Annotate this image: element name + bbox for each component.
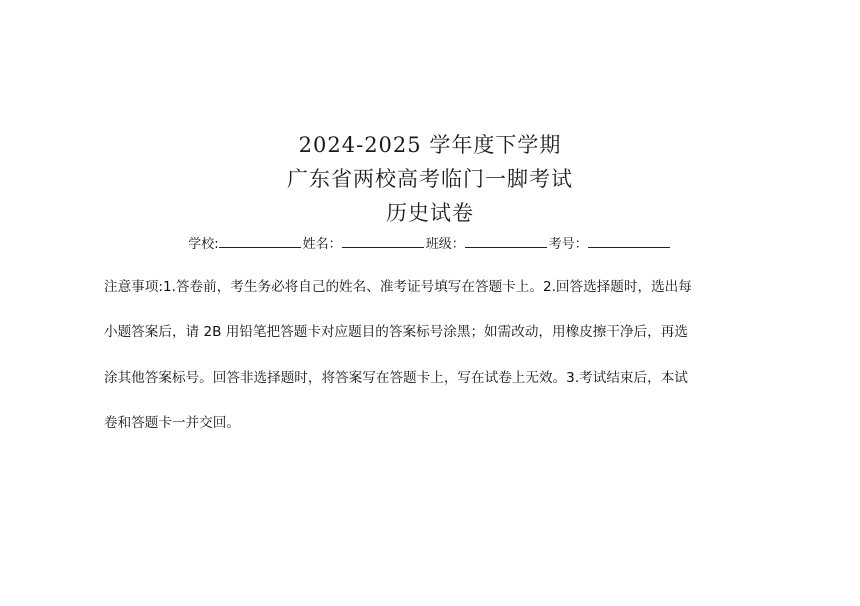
name-blank bbox=[342, 233, 424, 248]
notice-line: 小题答案后，请 2B 用铅笔把答题卡对应题目的答案标号涂黑；如需改动，用橡皮擦干净后，再选 bbox=[104, 324, 688, 341]
school-blank bbox=[219, 233, 301, 248]
school-label: 学校: bbox=[188, 237, 219, 252]
title-line-exam-name: 广东省两校高考临门一脚考试 bbox=[287, 167, 573, 191]
title-line-subject: 历史试卷 bbox=[386, 201, 474, 225]
class-blank bbox=[465, 233, 547, 248]
name-label: 姓名： bbox=[302, 237, 342, 252]
exam-title bbox=[0, 128, 860, 230]
exam-number-blank bbox=[588, 233, 670, 248]
student-info-row bbox=[0, 233, 860, 255]
exam-notice bbox=[104, 276, 759, 457]
class-label: 班级： bbox=[425, 237, 465, 252]
notice-line: 注意事项:1.答卷前，考生务必将自己的姓名、准考证号填写在答题卡上。2.回答选择题时，选出每 bbox=[104, 279, 692, 295]
title-line-term: 2024-2025 学年度下学期 bbox=[298, 133, 562, 157]
notice-line: 涂其他答案标号。回答非选择题时，将答案写在答题卡上，写在试卷上无效。3.考试结束后，本试 bbox=[104, 369, 688, 386]
exam-number-label: 考号： bbox=[548, 237, 588, 252]
notice-line: 卷和答题卡一并交回。 bbox=[104, 414, 240, 431]
